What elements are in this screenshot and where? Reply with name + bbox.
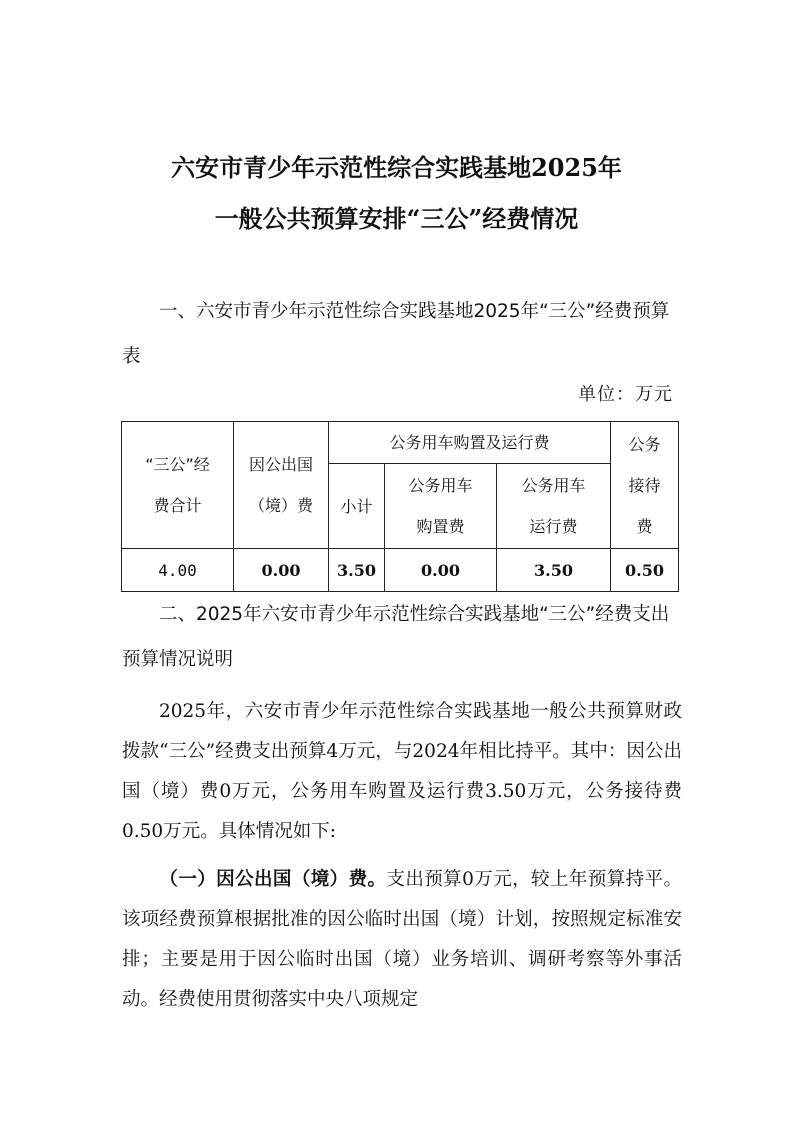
unit-label: 单位：万元 [578,384,673,405]
section2-heading-text: 二、2025年六安市青少年示范性综合实践基地“三公”经费支出预算情况说明 [122,604,670,670]
header-reception: 公务接待费 [611,422,679,549]
cell-total-value: 4.00 [122,549,234,592]
paragraph-abroad-heading: （一）因公出国（境）费。 [159,869,387,890]
header-vehicle-group: 公务用车购置及运行费 [329,422,611,464]
paragraph-overview-text: 2025年，六安市青少年示范性综合实践基地一般公共预算财政拨款“三公”经费支出预算4万元，与2024年相比持平。其中：因公出国（境）费0万元，公务用车购置及运行费3.50万元，公务接待费0.50万元。具体情况如下: [122,701,682,842]
header-vehicle-operation: 公务用车运行费 [497,464,611,549]
header-total: “三公”经费合计 [122,422,234,549]
three-public-budget-table [121,421,679,592]
section2-heading [122,592,682,682]
cell-subtotal-value: 3.50 [329,549,385,592]
cell-abroad-value: 0.00 [234,549,329,592]
header-abroad: 因公出国（境）费 [234,422,329,549]
document-title-line2: 一般公共预算安排“三公”经费情况 [214,204,579,233]
header-vehicle-purchase: 公务用车购置费 [385,464,497,549]
paragraph-abroad-text: 支出预算0万元，较上年预算持平。该项经费预算根据批准的因公临时出国（境）计划，按照规定标准安排；主要是用于因公临时出国（境）业务培训、调研考察等外事活动。经费使用贯彻落实中央八项规定 [122,869,682,1010]
cell-purchase-value: 0.00 [385,549,497,592]
header-subtotal: 小计 [329,464,385,549]
section1-heading [122,289,682,379]
paragraph-overview [122,692,682,852]
document-title-line1: 六安市青少年示范性综合实践基地2025年 [171,153,622,182]
cell-reception-value: 0.50 [611,549,679,592]
paragraph-abroad [122,860,682,1020]
section1-heading-text: 一、六安市青少年示范性综合实践基地2025年“三公”经费预算表 [122,301,670,367]
cell-operation-value: 3.50 [497,549,611,592]
